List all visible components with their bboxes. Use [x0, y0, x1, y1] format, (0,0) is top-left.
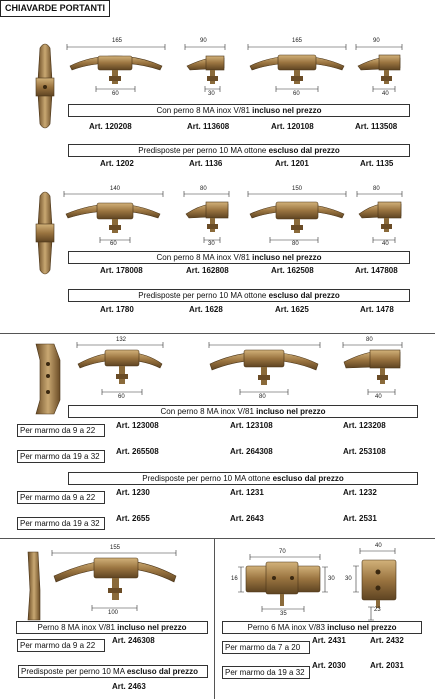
- front-view-1: [36, 44, 54, 128]
- dim-label: 140: [110, 186, 121, 192]
- product-14: [362, 560, 396, 608]
- marmo-label: Per marmo da 19 a 32: [222, 666, 310, 679]
- dim-label: 165: [112, 38, 123, 44]
- dim-label: 132: [116, 337, 127, 343]
- article-code: Art. 2463: [112, 682, 146, 691]
- product-11: [344, 350, 400, 384]
- section-divider: [0, 333, 435, 334]
- article-code: Art. 2432: [370, 636, 404, 645]
- dim-label: 150: [292, 186, 303, 192]
- marmo-label: Per marmo da 9 a 22: [17, 639, 105, 652]
- article-code: Art. 1135: [360, 159, 394, 168]
- article-code: Art. 123108: [230, 421, 273, 430]
- dim-label: 80: [200, 186, 207, 192]
- dim-label: 60: [112, 91, 119, 97]
- dim-label: 30: [208, 91, 215, 97]
- front-view-3: [36, 344, 60, 414]
- dim-label: 80: [366, 337, 373, 343]
- article-code: Art. 162508: [271, 266, 314, 275]
- article-code: Art. 113608: [187, 122, 230, 131]
- product-13: [246, 562, 320, 606]
- product-6: [186, 202, 228, 232]
- section-divider: [0, 538, 435, 539]
- article-code: Art. 147808: [355, 266, 398, 275]
- article-code: Art. 1231: [230, 488, 264, 497]
- dim-label: 165: [292, 38, 303, 44]
- product-5: [66, 203, 160, 233]
- article-code: Art. 123208: [343, 421, 386, 430]
- dim-label: 40: [382, 91, 389, 97]
- article-code: Art. 253108: [343, 447, 386, 456]
- info-bar: Perno 6 MA inox V/83 incluso nel prezzo: [222, 621, 422, 634]
- article-code: Art. 265508: [116, 447, 159, 456]
- info-bar: Con perno 8 MA inox V/81 incluso nel prezzo: [68, 251, 410, 264]
- front-view-2: [36, 192, 54, 274]
- article-code: Art. 1628: [189, 305, 223, 314]
- dim-label: 60: [118, 394, 125, 400]
- article-code: Art. 1230: [116, 488, 150, 497]
- product-7: [250, 202, 344, 233]
- info-bar: Predisposte per perno 10 MA escluso dal prezzo: [18, 665, 208, 678]
- marmo-label: Per marmo da 9 a 22: [17, 424, 105, 437]
- article-code: Art. 1201: [275, 159, 309, 168]
- article-code: Art. 120208: [89, 122, 132, 131]
- section-divider: [214, 538, 215, 699]
- product-2: [187, 56, 224, 84]
- dim-label: 30: [328, 576, 335, 582]
- info-bar: Perno 8 MA inox V/81 incluso nel prezzo: [16, 621, 208, 634]
- marmo-label: Per marmo da 9 a 22: [17, 491, 105, 504]
- info-bar: Predisposte per perno 10 MA ottone escluso dal prezzo: [68, 144, 410, 157]
- dim-label: 23: [374, 607, 381, 613]
- front-view-4: [28, 552, 40, 620]
- dim-label: 40: [375, 394, 382, 400]
- dim-label: 80: [292, 241, 299, 247]
- dim-label: 30: [208, 241, 215, 247]
- product-1: [70, 56, 162, 84]
- dim-label: 60: [110, 241, 117, 247]
- article-code: Art. 123008: [116, 421, 159, 430]
- dim-label: 100: [108, 610, 119, 616]
- article-code: Art. 1478: [360, 305, 394, 314]
- dim-label: 35: [280, 611, 287, 617]
- marmo-label: Per marmo da 19 a 32: [17, 517, 105, 530]
- article-code: Art. 1780: [100, 305, 134, 314]
- dim-label: 16: [231, 576, 238, 582]
- product-3: [250, 55, 344, 84]
- dim-label: 30: [345, 576, 352, 582]
- article-code: Art. 178008: [100, 266, 143, 275]
- info-bar: Predisposte per perno 10 MA ottone escluso dal prezzo: [68, 289, 410, 302]
- dim-label: 40: [375, 543, 382, 549]
- article-code: Art. 2655: [116, 514, 150, 523]
- article-code: Art. 162808: [186, 266, 229, 275]
- product-10: [210, 350, 318, 385]
- article-code: Art. 246308: [112, 636, 155, 645]
- dim-label: 155: [110, 545, 121, 551]
- dim-label: 90: [200, 38, 207, 44]
- info-bar: Con perno 8 MA inox V/81 incluso nel prezzo: [68, 104, 410, 117]
- dim-label: 40: [382, 241, 389, 247]
- dim-label: 60: [293, 91, 300, 97]
- article-code: Art. 1232: [343, 488, 377, 497]
- article-code: Art. 2531: [343, 514, 377, 523]
- page-title: CHIAVARDE PORTANTI: [0, 0, 110, 17]
- product-12: [54, 558, 176, 600]
- article-code: Art. 2643: [230, 514, 264, 523]
- article-code: Art. 113508: [355, 122, 398, 131]
- article-code: Art. 2030: [312, 661, 346, 670]
- info-bar: Con perno 8 MA inox V/81 incluso nel prezzo: [68, 405, 418, 418]
- dim-label: 80: [373, 186, 380, 192]
- article-code: Art. 1136: [189, 159, 223, 168]
- product-4: [358, 55, 400, 84]
- info-bar: Predisposte per perno 10 MA ottone escluso dal prezzo: [68, 472, 418, 485]
- article-code: Art. 1202: [100, 159, 134, 168]
- dim-label: 70: [279, 549, 286, 555]
- product-9: [78, 350, 162, 384]
- article-code: Art. 1625: [275, 305, 309, 314]
- marmo-label: Per marmo da 7 a 20: [222, 641, 310, 654]
- article-code: Art. 120108: [271, 122, 314, 131]
- dim-label: 90: [373, 38, 380, 44]
- marmo-label: Per marmo da 19 a 32: [17, 450, 105, 463]
- article-code: Art. 2431: [312, 636, 346, 645]
- product-8: [359, 202, 401, 232]
- article-code: Art. 264308: [230, 447, 273, 456]
- article-code: Art. 2031: [370, 661, 404, 670]
- dim-label: 80: [259, 394, 266, 400]
